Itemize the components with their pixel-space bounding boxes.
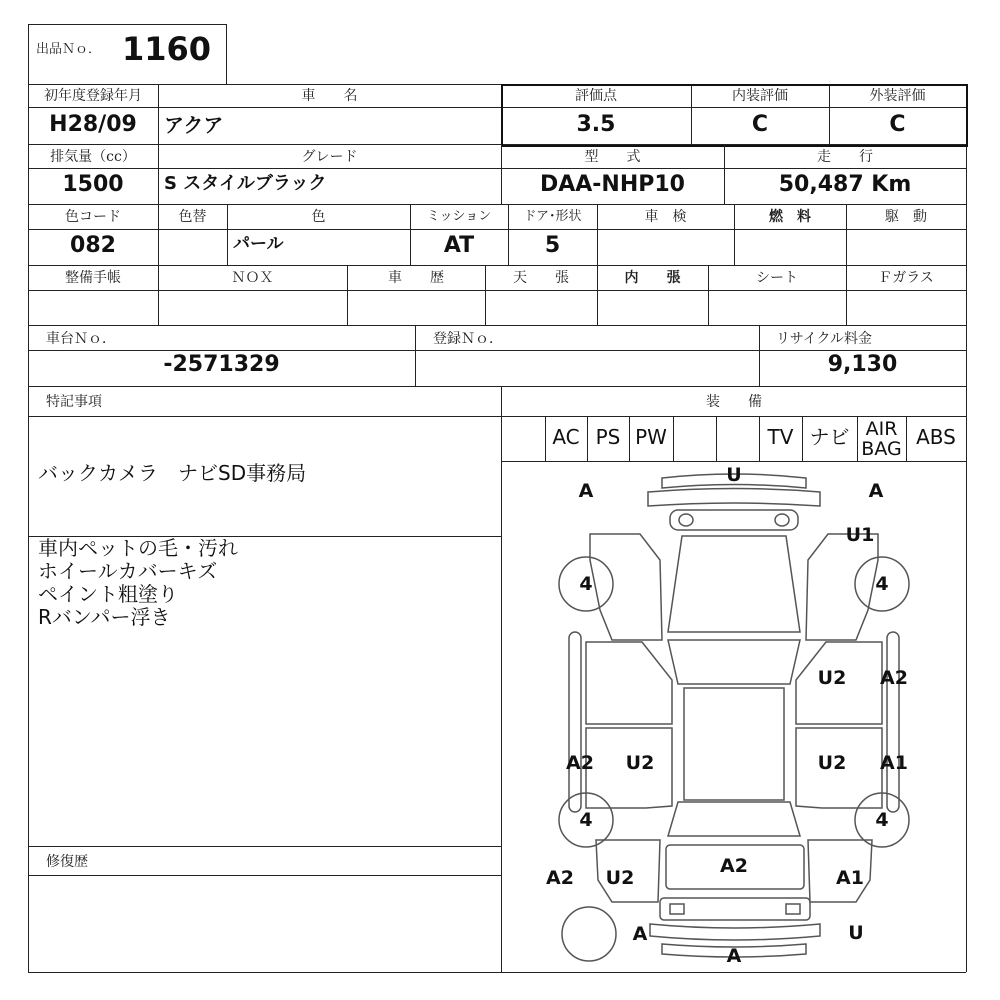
equipment-ps: PS: [595, 425, 621, 449]
grid-line: [28, 875, 502, 876]
grid-line: [673, 416, 674, 461]
grid-line: [716, 416, 717, 461]
front-bumper-lower: [648, 489, 820, 507]
chassis-no-label: 車台Ｎｏ．: [46, 331, 116, 347]
model-value: DAA-NHP10: [539, 172, 685, 197]
left-sill: [569, 632, 581, 812]
equipment-navi: ナビ: [809, 425, 850, 449]
interior-label: 内 張: [624, 270, 681, 286]
grade-value: S スタイルブラック: [164, 173, 327, 194]
interior-score-label: 内装評価: [732, 88, 788, 104]
inspector-note: ペイント粗塗り: [38, 582, 178, 606]
equipment-ac: AC: [552, 425, 580, 449]
damage-mark-tire-fr: 4: [875, 573, 889, 595]
grid-line: [28, 386, 966, 387]
score-value: 3.5: [576, 112, 616, 137]
rear-bumper: [660, 898, 810, 920]
roof: [684, 688, 784, 800]
special-notes-label: 特記事項: [46, 394, 102, 410]
grade-label: グレード: [301, 149, 358, 165]
damage-mark-hood-right: U1: [845, 524, 875, 546]
mileage-value: 50,487 Km: [778, 172, 912, 197]
rear-light-right: [786, 904, 800, 914]
doors-label: ドア･形状: [523, 209, 582, 224]
special-notes-text: バックカメラ ナビSD事務局: [38, 461, 307, 485]
lot-label: 出品Ｎｏ．: [36, 42, 102, 57]
equipment-label: 装 備: [706, 394, 762, 410]
displacement-value: 1500: [62, 172, 124, 197]
lot-number: 1160: [122, 30, 212, 68]
inspector-note: ホイールカバーキズ: [38, 559, 218, 583]
damage-mark-rear-bumper-right: U: [848, 922, 864, 944]
interior-score-value: C: [751, 112, 769, 137]
grid-line: [28, 846, 502, 847]
damage-mark-left-rear-sill: A2: [566, 752, 594, 774]
color-code-label: 色コード: [65, 209, 121, 225]
car-name-label: 車 名: [301, 88, 358, 104]
first-registration-label: 初年度登録年月: [44, 88, 142, 104]
exterior-score-value: C: [889, 112, 906, 137]
damage-mark-right-quarter: A1: [836, 867, 864, 889]
damage-mark-right-front-sill: A2: [880, 667, 908, 689]
score-label: 評価点: [575, 88, 617, 104]
grid-line: [28, 229, 966, 230]
front-grille: [670, 510, 798, 530]
transmission-label: ミッション: [426, 209, 492, 224]
nox-label: ＮＯＸ: [231, 270, 274, 286]
color-label: 色: [311, 209, 326, 225]
seat-label: シート: [756, 270, 798, 286]
left-front-door: [586, 642, 672, 724]
damage-mark-right-rear-sill: A1: [880, 752, 908, 774]
damage-mark-front-right: A: [868, 480, 884, 502]
grid-line: [28, 168, 966, 169]
inspection-label: 車 検: [644, 209, 687, 225]
grid-line: [415, 325, 416, 386]
equipment-tv: TV: [767, 425, 794, 449]
car-name-value: アクア: [164, 113, 224, 137]
equipment-pw: PW: [635, 425, 667, 449]
rear-window: [668, 802, 800, 836]
chassis-no-value: -2571329: [163, 352, 280, 377]
inspector-note: 車内ペットの毛・汚れ: [38, 536, 238, 560]
grid-line: [28, 290, 966, 291]
damage-mark-left-quarter-u: U2: [605, 867, 635, 889]
damage-mark-front-left: A: [578, 480, 594, 502]
repair-history-label: 修復歴: [46, 854, 88, 870]
damage-mark-trunk: A2: [720, 855, 748, 877]
lot-box-left: [28, 24, 29, 84]
spare-tire: [562, 907, 616, 961]
first-registration-value: H28/09: [49, 112, 137, 137]
maintenance-book-label: 整備手帳: [65, 270, 121, 286]
doors-value: 5: [544, 233, 561, 258]
fuel-label: 燃 料: [769, 209, 811, 225]
damage-mark-rear-bumper-center: A: [726, 945, 742, 967]
drive-label: 駆 動: [885, 209, 927, 225]
recycle-fee-label: リサイクル料金: [776, 331, 873, 347]
grid-line: [28, 204, 966, 205]
headlight-left: [679, 514, 693, 526]
car-diagram: [502, 462, 966, 972]
damage-mark-right-front-door: U2: [817, 667, 847, 689]
damage-mark-right-rear-door: U2: [817, 752, 847, 774]
color-value: パール: [233, 234, 284, 254]
color-change-label: 色替: [178, 209, 207, 225]
equipment-abs: ABS: [916, 425, 956, 449]
damage-mark-tire-fl: 4: [579, 573, 593, 595]
glass-label: Ｆガラス: [878, 270, 934, 286]
inspector-note: Rバンパー浮き: [38, 605, 171, 629]
headlight-right: [775, 514, 789, 526]
lot-box-top: [28, 24, 226, 25]
grid-line: [28, 350, 966, 351]
grid-line: [28, 416, 966, 417]
rear-bumper-lower: [650, 924, 820, 940]
damage-mark-rear-bumper-left: A: [632, 923, 648, 945]
lot-box-right: [226, 24, 227, 84]
windshield: [668, 640, 800, 684]
damage-mark-left-rear-door: U2: [625, 752, 655, 774]
damage-mark-front-top: U: [726, 464, 742, 486]
exterior-score-label: 外装評価: [869, 88, 926, 104]
damage-mark-left-quarter: A2: [546, 867, 574, 889]
registration-no-label: 登録Ｎｏ．: [433, 331, 503, 347]
grid-line: [28, 972, 966, 973]
history-label: 車 歴: [388, 270, 444, 286]
roof-label: 天 張: [513, 270, 569, 286]
model-label: 型 式: [584, 149, 641, 165]
mileage-label: 走 行: [817, 149, 873, 165]
damage-mark-tire-rr: 4: [875, 809, 889, 831]
grid-line: [28, 325, 966, 326]
damage-mark-tire-rl: 4: [579, 809, 593, 831]
grid-line: [28, 265, 966, 266]
transmission-value: AT: [443, 233, 475, 258]
color-code-value: 082: [70, 233, 116, 258]
grid-line: [966, 84, 967, 972]
recycle-fee-value: 9,130: [827, 352, 898, 377]
rear-light-left: [670, 904, 684, 914]
displacement-label: 排気量（cc）: [50, 149, 136, 165]
right-sill: [887, 632, 899, 812]
equipment-airbag: AIR BAG: [861, 418, 902, 460]
hood: [668, 536, 800, 632]
